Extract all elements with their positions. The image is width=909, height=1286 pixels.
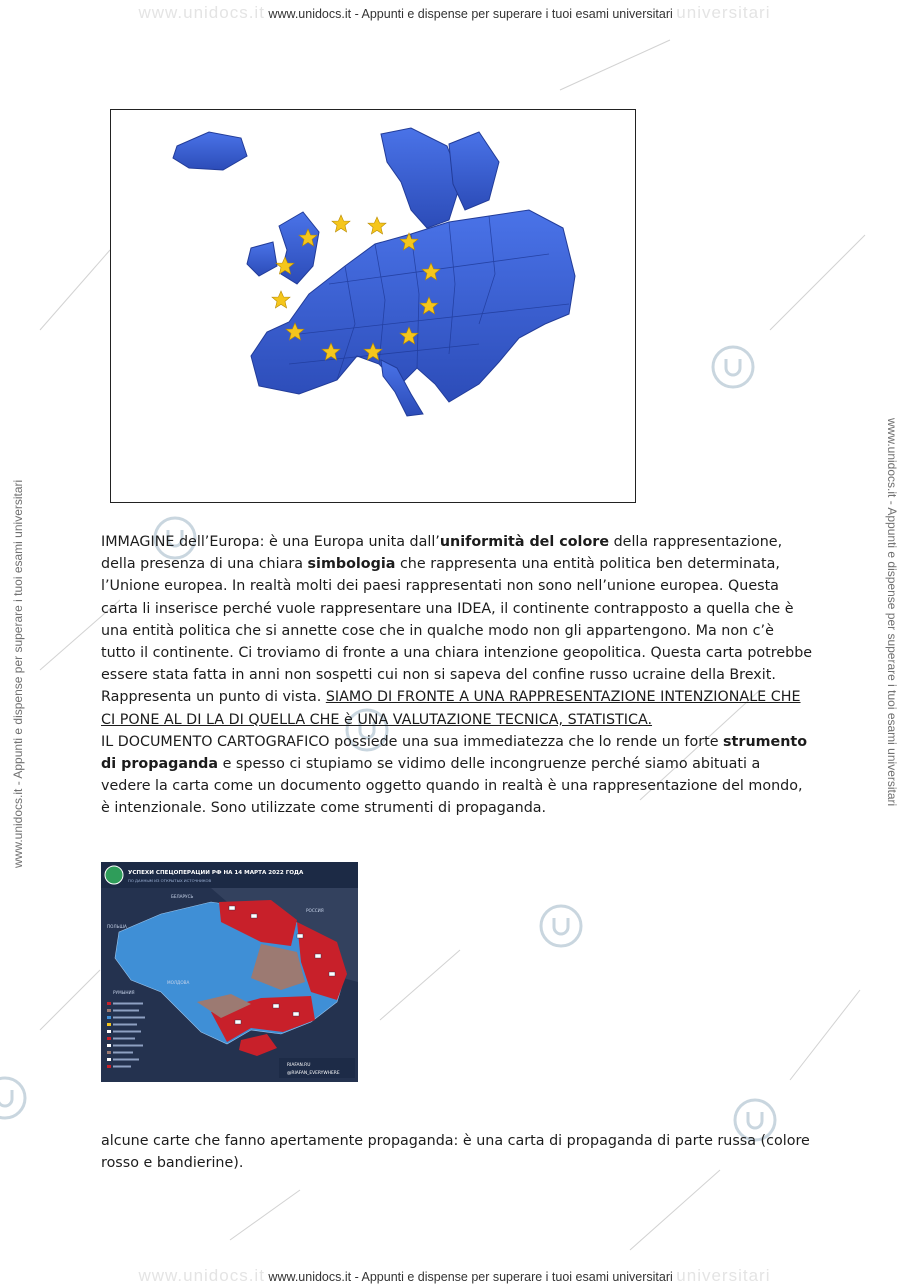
- map-source-handle: @RIAFAN_EVERYWHERE: [287, 1071, 340, 1076]
- page-footer: [0, 1266, 909, 1286]
- p1-text-a: IMMAGINE dell’Europa: è una Europa unita dall’: [101, 534, 440, 550]
- header-ghost-left: www.unidocs.it: [138, 3, 265, 22]
- p1-bold-simbologia: simbologia: [307, 556, 396, 573]
- body-text: [101, 531, 813, 820]
- label-belarus: БЕЛАРУСЬ: [171, 894, 194, 899]
- map-subtitle: ПО ДАННЫМ ИЗ ОТКРЫТЫХ ИСТОЧНИКОВ: [128, 878, 212, 883]
- label-russia: РОССИЯ: [306, 908, 324, 913]
- europe-map-illustration: [149, 124, 599, 424]
- header-ghost-right: universitari: [676, 3, 771, 22]
- caption-text: alcune carte che fanno apertamente propaganda: è una carta di propaganda di parte russa (colore rosso e bandierine).: [101, 1133, 810, 1172]
- footer-ghost-left: www.unidocs.it: [138, 1266, 265, 1285]
- p1-text-c: che rappresenta una entità politica ben determinata, l’Unione europea. In realtà molti dei paesi rappresentati non sono nell’unione europea. Questa carta li inserisce perché vuole rappresentare una IDEA, il continente contrapposto a quella che è una entità politica che si annette cose che in qualche modo non gli appartengono. Ma non c’è tutto il continente. Ci troviamo di fronte a una chiara intenzione geopolitica. Questa carta potrebbe essere stata fatta in anni non sospetti cui non si sapeva del confine russo ucraine della Brexit. Rappresenta un punto di vista.: [101, 556, 813, 706]
- ukraine-propaganda-map: [101, 862, 358, 1082]
- map-title: УСПЕХИ СПЕЦОПЕРАЦИИ РФ НА 14 МАРТА 2022 ГОДА: [128, 870, 304, 876]
- label-poland: ПОЛЬША: [107, 924, 127, 929]
- map-source-site: RIAFAN.RU: [287, 1063, 311, 1068]
- europe-map-figure: [110, 109, 636, 503]
- p1-text-b: della rappresentazione, della presenza di una chiara: [101, 534, 783, 573]
- label-romania: РУМЫНИЯ: [113, 990, 135, 995]
- p1-bold-colore: uniformità del colore: [439, 534, 610, 550]
- paragraph-2: [101, 731, 813, 820]
- paragraph-1: [101, 531, 813, 731]
- p2-text-a: IL DOCUMENTO CARTOGRAFICO possiede una sua immediatezza che lo rende un forte: [101, 733, 724, 750]
- footer-ghost-right: universitari: [676, 1266, 771, 1285]
- label-moldova: МОЛДОВА: [167, 980, 190, 985]
- figure-caption: [101, 1130, 813, 1174]
- footer-text: www.unidocs.it - Appunti e dispense per superare i tuoi esami universitari: [268, 1270, 673, 1284]
- right-side-watermark: www.unidocs.it - Appunti e dispense per superare i tuoi esami universitari: [885, 418, 899, 807]
- p1-underlined-statement: SIAMO DI FRONTE A UNA RAPPRESENTAZIONE INTENZIONALE CHE CI PONE AL DI LA DI QUELLA CHE è UNA VALUTAZIONE TECNICA, STATISTICA.: [101, 689, 801, 728]
- p2-bold-propaganda: strumento di propaganda: [101, 733, 808, 773]
- page-header: [0, 3, 909, 23]
- header-text: www.unidocs.it - Appunti e dispense per superare i tuoi esami universitari: [268, 7, 673, 21]
- p2-text-b: e spesso ci stupiamo se vidimo delle incongruenze perché siamo abituati a vedere la carta come un documento oggetto quando in realtà è una rappresentazione del mondo, è intenzionale. Sono utilizzate come strumenti di propaganda.: [101, 756, 803, 817]
- left-side-watermark: www.unidocs.it - Appunti e dispense per superare i tuoi esami universitari: [11, 479, 25, 868]
